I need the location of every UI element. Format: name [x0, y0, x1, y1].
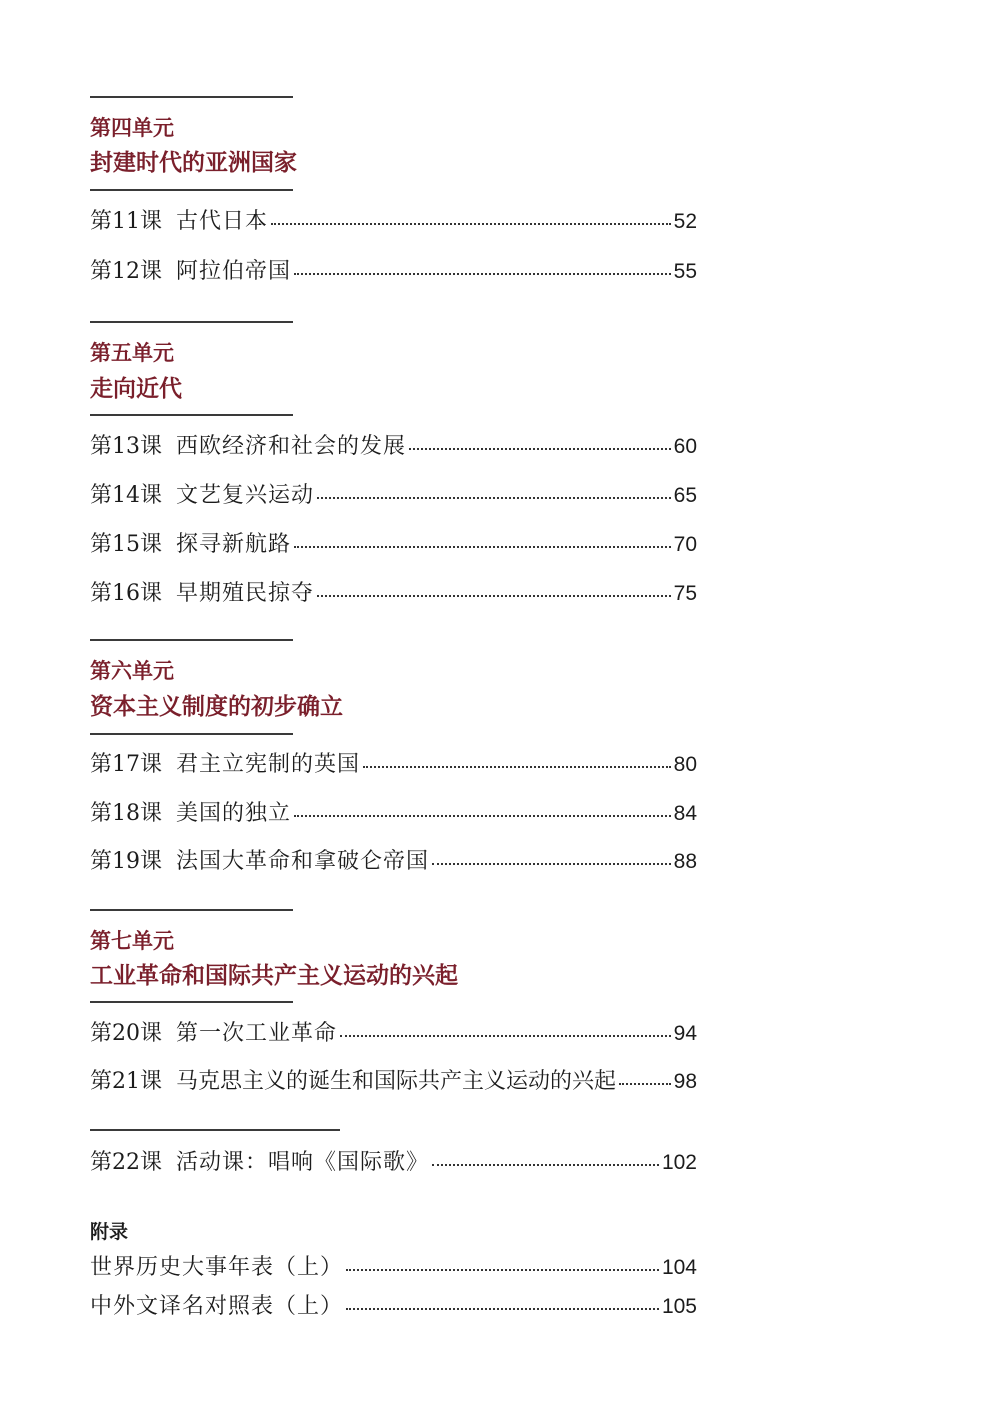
unit-divider: [90, 909, 293, 911]
page-number: 104: [661, 1256, 697, 1279]
dot-leader: [271, 223, 671, 225]
page-number: 65: [673, 484, 697, 507]
page-number: 84: [673, 802, 697, 825]
appendix-title: 中外文译名对照表（上）: [90, 1294, 344, 1319]
lesson-number: 第16课: [90, 581, 162, 606]
unit-divider: [90, 1001, 293, 1003]
unit-label: 第四单元: [90, 115, 174, 140]
section-divider: [90, 1129, 340, 1131]
unit-title: 工业革命和国际共产主义运动的兴起: [90, 962, 458, 989]
lesson-number: 第15课: [90, 532, 162, 557]
page-number: 98: [673, 1070, 697, 1093]
dot-leader: [363, 766, 671, 768]
page-number: 75: [673, 582, 697, 605]
lesson-title: 美国的独立: [176, 801, 292, 826]
toc-entry[interactable]: [90, 1071, 697, 1093]
lesson-number: 第14课: [90, 483, 162, 508]
unit-divider: [90, 639, 293, 641]
page-number: 102: [661, 1151, 697, 1174]
toc-entry[interactable]: [90, 534, 697, 556]
appendix-title: 世界历史大事年表（上）: [90, 1255, 344, 1280]
dot-leader: [409, 448, 671, 450]
lesson-number: 第21课: [90, 1069, 162, 1094]
page-number: 88: [673, 850, 697, 873]
lesson-title: 阿拉伯帝国: [176, 259, 292, 284]
lesson-number: 第22课: [90, 1150, 162, 1175]
toc-entry[interactable]: [90, 1023, 697, 1045]
toc-entry[interactable]: [90, 1152, 697, 1174]
toc-entry[interactable]: [90, 583, 697, 605]
dot-leader: [294, 273, 671, 275]
lesson-number: 第18课: [90, 801, 162, 826]
appendix-heading: 附录: [90, 1222, 129, 1243]
lesson-number: 第19课: [90, 849, 162, 874]
lesson-number: 第13课: [90, 434, 162, 459]
dot-leader: [346, 1308, 659, 1310]
unit-divider: [90, 189, 293, 191]
lesson-title: 第一次工业革命: [176, 1021, 338, 1046]
lesson-number: 第17课: [90, 752, 162, 777]
toc-entry[interactable]: [90, 211, 697, 233]
toc-entry[interactable]: [90, 261, 697, 283]
lesson-title: 君主立宪制的英国: [176, 752, 361, 777]
lesson-number: 第12课: [90, 259, 162, 284]
page-number: 80: [673, 753, 697, 776]
unit-label: 第五单元: [90, 340, 174, 365]
page-number: 52: [673, 210, 697, 233]
dot-leader: [346, 1269, 659, 1271]
unit-divider: [90, 414, 293, 416]
unit-divider: [90, 321, 293, 323]
toc-entry[interactable]: [90, 803, 697, 825]
unit-divider: [90, 96, 293, 98]
lesson-title: 马克思主义的诞生和国际共产主义运动的兴起: [176, 1069, 617, 1094]
unit-title: 走向近代: [90, 375, 182, 402]
lesson-number: 第11课: [90, 209, 162, 234]
lesson-title: 探寻新航路: [176, 532, 292, 557]
lesson-title: 法国大革命和拿破仑帝国: [176, 849, 430, 874]
page-number: 105: [661, 1295, 697, 1318]
dot-leader: [294, 815, 671, 817]
unit-label: 第七单元: [90, 928, 174, 953]
unit-title: 资本主义制度的初步确立: [90, 693, 343, 720]
lesson-title: 古代日本: [176, 209, 269, 234]
lesson-title: 早期殖民掠夺: [176, 581, 315, 606]
toc-entry[interactable]: [90, 485, 697, 507]
unit-title: 封建时代的亚洲国家: [90, 149, 297, 176]
page-number: 70: [673, 533, 697, 556]
dot-leader: [432, 1164, 659, 1166]
lesson-title: 活动课：唱响《国际歌》: [176, 1150, 430, 1175]
dot-leader: [340, 1035, 671, 1037]
unit-label: 第六单元: [90, 658, 174, 683]
toc-entry[interactable]: [90, 1257, 697, 1279]
toc-entry[interactable]: [90, 851, 697, 873]
unit-divider: [90, 733, 293, 735]
dot-leader: [619, 1083, 671, 1085]
dot-leader: [432, 863, 671, 865]
lesson-title: 西欧经济和社会的发展: [176, 434, 407, 459]
toc-entry[interactable]: [90, 754, 697, 776]
page-number: 60: [673, 435, 697, 458]
lesson-title: 文艺复兴运动: [176, 483, 315, 508]
toc-entry[interactable]: [90, 1296, 697, 1318]
page-number: 94: [673, 1022, 697, 1045]
dot-leader: [294, 546, 671, 548]
lesson-number: 第20课: [90, 1021, 162, 1046]
dot-leader: [317, 595, 671, 597]
dot-leader: [317, 497, 671, 499]
page-number: 55: [673, 260, 697, 283]
toc-entry[interactable]: [90, 436, 697, 458]
